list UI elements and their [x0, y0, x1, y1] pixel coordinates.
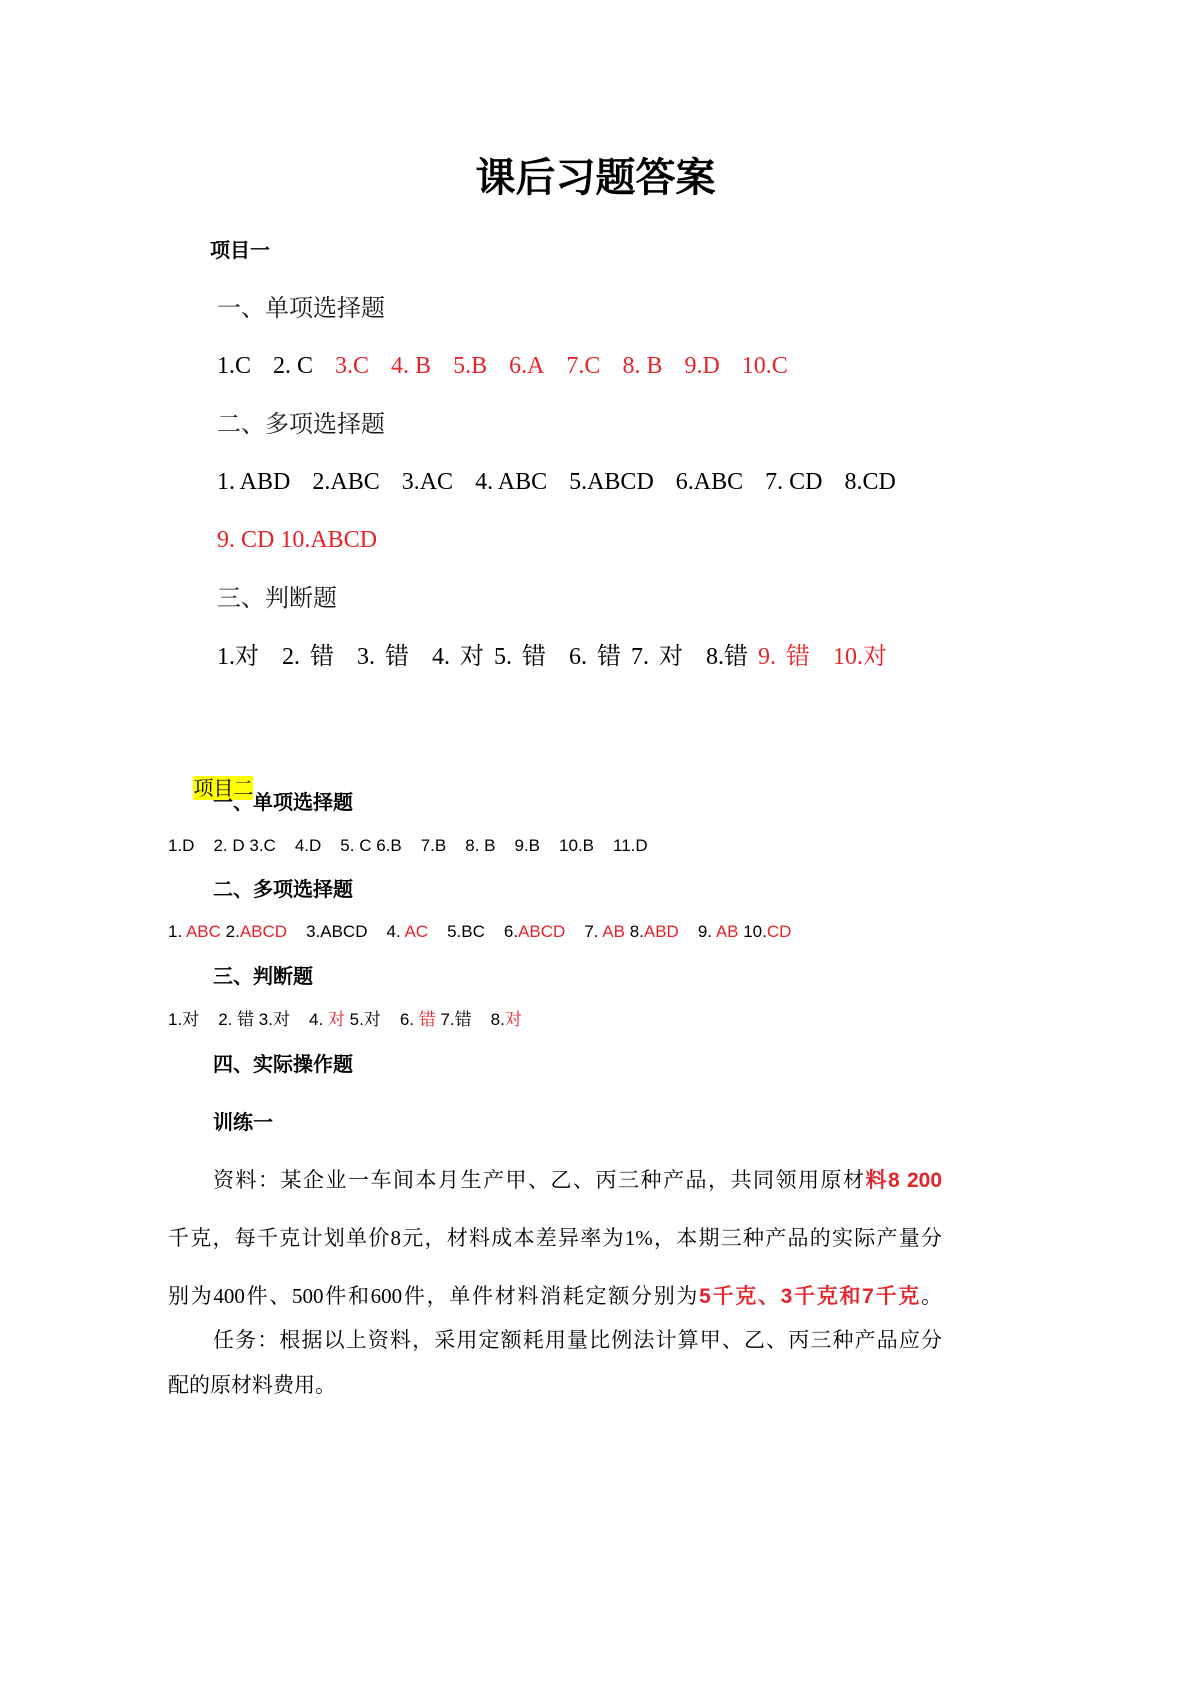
- highlighted-label-text: 项目二: [193, 776, 254, 800]
- answer-text: 9. 错: [758, 644, 810, 670]
- paragraph-line: [168, 1370, 942, 1400]
- answer-text: 5.ABCD: [569, 469, 654, 495]
- answer-item: [432, 644, 546, 670]
- answer-item: [218, 1010, 290, 1029]
- answer-text: 2. 错: [282, 644, 334, 670]
- paragraph-line: [168, 1223, 942, 1253]
- paragraph-line: [213, 1325, 942, 1355]
- paragraph-text: 任务：根据以上资料，采用定额耗用量比例法计算甲、乙、丙三种产品应分: [213, 1328, 942, 1352]
- answer-text: 2.ABC: [312, 469, 380, 495]
- answer-item: [217, 469, 290, 495]
- answer-text: 4. ABC: [475, 469, 548, 495]
- answer-item: [742, 353, 788, 379]
- answer-item: [312, 469, 379, 495]
- answer-text: AB: [715, 922, 739, 941]
- multi-choice-heading: 二、多项选择题: [217, 410, 385, 438]
- answer-text: 10.C: [741, 353, 788, 379]
- single-choice-answers: [217, 349, 788, 383]
- answer-text: 1.: [168, 922, 186, 941]
- answer-item: [509, 353, 544, 379]
- answer-item: [566, 353, 600, 379]
- true-false-answers: [217, 640, 887, 674]
- project-one-label: 项目一: [210, 238, 270, 262]
- paragraph-text: 千克，每千克计划单价8元，材料成本差异率为1%，本期三种产品的实际产量分: [168, 1226, 942, 1250]
- paragraph-text: 资料：某企业一车间本月生产甲、乙、丙三种产品，共同领用原材: [213, 1168, 866, 1192]
- answer-text: 1. ABD: [217, 469, 291, 495]
- answer-item: [421, 836, 447, 855]
- answer-item: [453, 353, 487, 379]
- answer-item: [400, 1010, 472, 1029]
- multi-choice-answers-line-1: [217, 465, 896, 499]
- answer-text: ABD: [643, 922, 679, 941]
- answer-text: 10.对: [833, 644, 887, 670]
- paragraph-line: [168, 1281, 942, 1312]
- answer-item: [357, 644, 409, 670]
- answer-text: 4.: [386, 922, 405, 941]
- answer-text: 10.B: [559, 836, 595, 855]
- answer-item: [282, 644, 334, 670]
- answer-text: 8. B: [465, 836, 496, 855]
- answer-text: 9.D: [684, 353, 720, 379]
- practical-exercise-heading: 四、实际操作题: [213, 1052, 353, 1076]
- answer-text: 4.D: [294, 836, 322, 855]
- answer-text: 6.ABC: [675, 469, 744, 495]
- answer-text: 2.: [220, 922, 240, 941]
- answer-item: [504, 922, 565, 941]
- answer-item: [168, 922, 287, 941]
- answer-text: 8.: [490, 1010, 505, 1029]
- paragraph-text: 5千克、3千克和7千克: [699, 1285, 921, 1308]
- answer-item: [559, 836, 594, 855]
- paragraph-text: 。: [921, 1284, 942, 1308]
- answer-text: 7.C: [566, 353, 601, 379]
- answer-text: ABCD: [518, 922, 566, 941]
- answer-text: 3.ABCD: [306, 922, 368, 941]
- answer-item: [387, 922, 429, 941]
- answer-text: 7.B: [420, 836, 447, 855]
- answer-text: 7.: [584, 922, 603, 941]
- answer-text: 5.B: [453, 353, 488, 379]
- answer-text: 对: [504, 1010, 522, 1029]
- answer-item: [217, 644, 259, 670]
- answer-item: [306, 922, 367, 941]
- answer-item: [569, 469, 654, 495]
- answer-item: [168, 1010, 199, 1029]
- answer-text: 2. 错 3.对: [218, 1010, 290, 1029]
- answer-item: [684, 353, 719, 379]
- answer-text: 1.D: [168, 836, 195, 855]
- answer-item: [335, 353, 369, 379]
- answer-item: [706, 644, 810, 670]
- answer-text: 4. B: [391, 353, 432, 379]
- answer-item: [213, 836, 275, 855]
- answer-text: 7. CD: [765, 469, 823, 495]
- answer-text: 2. D 3.C: [213, 836, 276, 855]
- answer-item: [295, 836, 321, 855]
- training-title: 训练一: [213, 1110, 273, 1134]
- single-choice-answers: [168, 833, 648, 859]
- answer-text: CD: [766, 922, 792, 941]
- answer-item: [622, 353, 662, 379]
- answer-item: [168, 836, 194, 855]
- multi-choice-answers-line-2: [217, 523, 377, 557]
- true-false-answers: [168, 1007, 522, 1033]
- answer-text: 4.: [309, 1010, 328, 1029]
- answer-text: 2. C: [273, 353, 314, 379]
- answer-text: 5.BC: [447, 922, 485, 941]
- answer-text: 6. 错 7. 对: [569, 644, 683, 670]
- answer-text: 1.对: [168, 1010, 200, 1029]
- answer-item: [844, 469, 895, 495]
- answer-text: AB: [602, 922, 625, 941]
- answer-item: [402, 469, 453, 495]
- answer-item: [475, 469, 547, 495]
- multi-choice-answers: [168, 919, 791, 945]
- answer-item: [765, 469, 822, 495]
- answer-text: 6.: [503, 922, 519, 941]
- single-choice-heading: 一、单项选择题: [213, 790, 353, 814]
- answer-text: 9.: [697, 922, 716, 941]
- answer-text: 3. 错: [357, 644, 409, 670]
- answer-item: [569, 644, 683, 670]
- answer-text: 对: [327, 1010, 345, 1029]
- answer-text: ABCD: [239, 922, 288, 941]
- answer-text: 9. CD 10.ABCD: [217, 527, 378, 553]
- true-false-heading: 三、判断题: [213, 964, 313, 988]
- answer-text: 4. 对 5. 错: [432, 644, 546, 670]
- answer-item: [676, 469, 743, 495]
- answer-text: 9.B: [514, 836, 541, 855]
- answer-text: 5.对: [344, 1010, 381, 1029]
- answer-item: [515, 836, 541, 855]
- single-choice-heading: 一、单项选择题: [217, 294, 385, 322]
- answer-item: [465, 836, 495, 855]
- answer-text: 7.错: [435, 1010, 472, 1029]
- answer-text: 8. B: [622, 353, 663, 379]
- answer-text: 8.: [624, 922, 644, 941]
- paragraph-text: 配的原材料费用。: [168, 1373, 336, 1397]
- true-false-heading: 三、判断题: [217, 584, 337, 612]
- answer-text: 11.D: [613, 836, 648, 855]
- answer-text: 1.C: [217, 353, 252, 379]
- answer-text: 6.A: [509, 353, 545, 379]
- answer-text: 8.CD: [844, 469, 896, 495]
- answer-text: 6.: [399, 1010, 419, 1029]
- answer-item: [613, 836, 648, 855]
- answer-text: 5. C 6.B: [340, 836, 402, 855]
- paragraph-text: 别为400件、500件和600件，单件材料消耗定额分别为: [168, 1284, 700, 1308]
- paragraph-text: 料8 200: [865, 1169, 943, 1192]
- answer-text: 3.C: [335, 353, 370, 379]
- answer-item: [391, 353, 431, 379]
- answer-item: [273, 353, 313, 379]
- answer-text: AC: [404, 922, 429, 941]
- answer-item: [309, 1010, 381, 1029]
- answer-text: 1.对: [217, 644, 259, 670]
- answer-item: [340, 836, 401, 855]
- answer-item: [447, 922, 485, 941]
- answer-text: 错: [418, 1010, 436, 1029]
- answer-item: [833, 644, 887, 670]
- multi-choice-heading: 二、多项选择题: [213, 877, 353, 901]
- answer-text: 8.错: [706, 644, 758, 670]
- answer-text: 10.: [738, 922, 767, 941]
- answer-item: [584, 922, 679, 941]
- page-title: 课后习题答案: [475, 154, 716, 201]
- answer-item: [217, 527, 377, 553]
- answer-item: [217, 353, 251, 379]
- answer-item: [491, 1010, 522, 1029]
- answer-text: ABC: [185, 922, 221, 941]
- paragraph-line: [213, 1165, 942, 1196]
- answer-text: 3.AC: [401, 469, 454, 495]
- answer-item: [698, 922, 792, 941]
